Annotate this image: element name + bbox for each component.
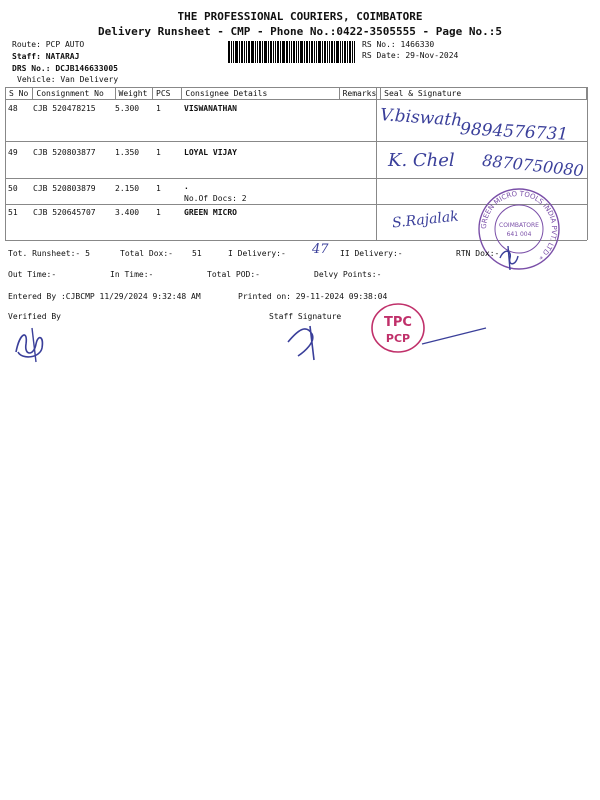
barcode-bar (296, 41, 297, 63)
barcode-bar (275, 41, 276, 63)
row48-pcs: 1 (156, 104, 161, 113)
seal-ring-text: GREEN MICRO TOOLS INDIA PVT. LTD * (479, 189, 559, 261)
barcode-bar (306, 41, 308, 63)
barcode-bar (280, 41, 281, 63)
row49-handwritten-signature: K. Chel (388, 150, 455, 171)
barcode-bar (255, 41, 256, 63)
barcode-bar (334, 41, 335, 63)
col-divider (587, 87, 588, 240)
barcode-bar (311, 41, 313, 63)
row48-handwritten-phone: 9894576731 (459, 119, 569, 145)
rs-number: RS No.: 1466330 (362, 40, 435, 49)
barcode (228, 41, 358, 63)
row48-sno: 48 (8, 104, 18, 113)
row50-sno: 50 (8, 184, 18, 193)
row51-sno: 51 (8, 208, 18, 217)
row51-consignee: GREEN MICRO (184, 208, 237, 217)
barcode-bar (282, 41, 285, 63)
row50-consignee: . (184, 182, 189, 191)
col-weight: Weight (115, 88, 153, 100)
company-name: THE PROFESSIONAL COURIERS, COIMBATORE (177, 10, 423, 23)
barcode-bar (251, 41, 254, 63)
total-dox-label: Total Dox:- (120, 249, 173, 258)
barcode-bar (300, 41, 303, 63)
row48-consignment: CJB 520478215 (33, 104, 96, 113)
barcode-bar (327, 41, 328, 63)
tot-runsheet: Tot. Runsheet:- 5 (8, 249, 90, 258)
barcode-bar (257, 41, 258, 63)
barcode-bar (352, 41, 353, 63)
row51-weight: 3.400 (115, 208, 140, 217)
row50-consignment: CJB 520803879 (33, 184, 96, 193)
tpc-stamp-top: TPC (384, 315, 412, 330)
col-remarks: Remarks (339, 88, 381, 100)
barcode-bar (228, 41, 230, 63)
barcode-bar (314, 41, 315, 63)
row49-sno: 49 (8, 148, 18, 157)
barcode-bar (235, 41, 238, 63)
verified-by-signature (8, 322, 52, 366)
row-divider (5, 178, 587, 179)
rtn-dox-label: RTN Dox:- (456, 249, 500, 258)
row51-handwritten-signature: S.Rajalak (391, 208, 460, 232)
barcode-bar (262, 41, 263, 63)
row51-pcs: 1 (156, 208, 161, 217)
barcode-bar (270, 41, 272, 63)
barcode-bar (241, 41, 243, 63)
barcode-bar (239, 41, 240, 63)
delvy-points: Delvy Points:- (314, 270, 382, 279)
barcode-bar (291, 41, 292, 63)
barcode-bar (298, 41, 299, 63)
staff-label: Staff: NATARAJ (12, 52, 80, 61)
row48-handwritten-signature: V.biswath (379, 105, 463, 131)
barcode-bar (342, 41, 343, 63)
col-consignment: Consignment No (33, 88, 115, 100)
row49-consignee: LOYAL VIJAY (184, 148, 237, 157)
in-time: In Time:- (110, 270, 154, 279)
verified-by-label: Verified By (8, 312, 61, 321)
row49-consignment: CJB 520803877 (33, 148, 96, 157)
seal-city: COIMBATORE (499, 222, 539, 229)
barcode-bar (309, 41, 310, 63)
barcode-bar (329, 41, 330, 63)
runsheet-table (5, 87, 587, 100)
barcode-bar (331, 41, 333, 63)
staff-signature-squiggle (284, 316, 334, 364)
row49-weight: 1.350 (115, 148, 140, 157)
barcode-bar (244, 41, 245, 63)
col-divider (376, 87, 377, 240)
stamp-pen-stroke (420, 326, 490, 346)
vehicle-label: Vehicle: Van Delivery (17, 75, 119, 84)
barcode-bar (354, 41, 355, 63)
runsheet-title: Delivery Runsheet - CMP - Phone No.:0422-3505555 - Page No.:5 (98, 25, 502, 38)
i-delivery-handwritten: 47 (312, 242, 329, 257)
table-header-row (6, 88, 587, 100)
row51-consignment: CJB 520645707 (33, 208, 96, 217)
barcode-bar (336, 41, 339, 63)
barcode-bar (264, 41, 267, 63)
row50-weight: 2.150 (115, 184, 140, 193)
col-sno: S No (6, 88, 33, 100)
row49-handwritten-phone: 8870750080 (481, 150, 585, 181)
col-pcs: PCS (153, 88, 182, 100)
col-consignee: Consignee Details (182, 88, 339, 100)
barcode-bar (277, 41, 279, 63)
rs-date: RS Date: 29-Nov-2024 (362, 51, 459, 60)
barcode-bar (318, 41, 321, 63)
tpc-stamp-bottom: PCP (385, 332, 411, 345)
barcode-bar (293, 41, 295, 63)
barcode-bar (316, 41, 317, 63)
barcode-bar (259, 41, 261, 63)
barcode-bar (304, 41, 305, 63)
printed-on: Printed on: 29-11-2024 09:38:04 (238, 292, 388, 301)
route-label: Route: PCP AUTO (12, 40, 85, 49)
row49-pcs: 1 (156, 148, 161, 157)
col-divider (5, 87, 6, 240)
row48-weight: 5.300 (115, 104, 140, 113)
barcode-bar (273, 41, 274, 63)
barcode-bar (324, 41, 326, 63)
staff-signature-label: Staff Signature (269, 312, 342, 321)
total-pod: Total POD:- (207, 270, 260, 279)
barcode-bar (286, 41, 288, 63)
out-time: Out Time:- (8, 270, 57, 279)
barcode-bar (289, 41, 290, 63)
barcode-bar (349, 41, 351, 63)
drs-number: DRS No.: DCJB146633005 (12, 64, 118, 73)
total-dox-value: 51 (192, 249, 202, 258)
row50-docs-note: No.Of Docs: 2 (184, 194, 247, 203)
ii-delivery-label: II Delivery:- (340, 249, 403, 258)
barcode-bar (268, 41, 269, 63)
barcode-bar (347, 41, 348, 63)
rtn-dox-squiggle (494, 244, 524, 272)
col-seal-signature: Seal & Signature (381, 88, 587, 100)
barcode-bar (233, 41, 234, 63)
row48-consignee: VISWANATHAN (184, 104, 237, 113)
row50-pcs: 1 (156, 184, 161, 193)
barcode-bar (344, 41, 346, 63)
tpc-stamp (368, 300, 428, 356)
barcode-bar (340, 41, 341, 63)
seal-pincode: 641 004 (506, 231, 532, 238)
barcode-bar (322, 41, 323, 63)
i-delivery-label: I Delivery:- (228, 249, 286, 258)
barcode-bar (231, 41, 232, 63)
barcode-bar (246, 41, 247, 63)
entered-by: Entered By :CJBCMP 11/29/2024 9:32:48 AM (8, 292, 201, 301)
barcode-bar (248, 41, 250, 63)
